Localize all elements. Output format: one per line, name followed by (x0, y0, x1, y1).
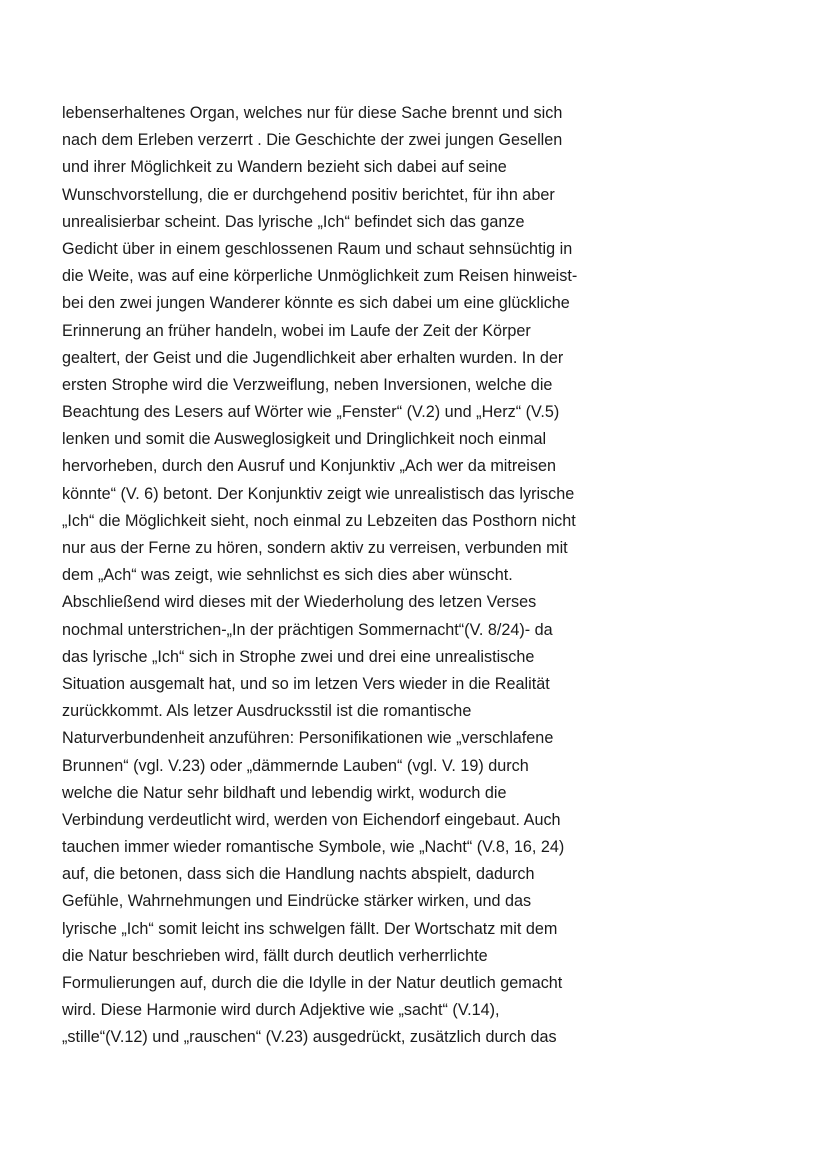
text-line: wird. Diese Harmonie wird durch Adjektive wie „sacht“ (V.14), (62, 1001, 500, 1020)
text-line: lebenserhaltenes Organ, welches nur für diese Sache brennt und sich (62, 104, 563, 122)
text-line: die Natur beschrieben wird, fällt durch deutlich verherrlichte (62, 946, 488, 965)
text-line: ersten Strophe wird die Verzweiflung, neben Inversionen, welche die (62, 375, 553, 394)
text-line: Wunschvorstellung, die er durchgehend positiv berichtet, für ihn aber (62, 185, 555, 204)
text-line: lyrische „Ich“ somit leicht ins schwelgen fällt. Der Wortschatz mit dem (62, 919, 558, 938)
text-line: nur aus der Ferne zu hören, sondern aktiv zu verreisen, verbunden mit (62, 539, 568, 557)
text-line: Formulierungen auf, durch die die Idylle in der Natur deutlich gemacht (62, 974, 563, 992)
text-line: gealtert, der Geist und die Jugendlichkeit aber erhalten wurden. In der (62, 348, 564, 367)
text-line: tauchen immer wieder romantische Symbole, wie „Nacht“ (V.8, 16, 24) (62, 838, 565, 857)
text-line: lenken und somit die Ausweglosigkeit und Dringlichkeit noch einmal (62, 430, 547, 449)
text-line: Gedicht über in einem geschlossenen Raum und schaut sehnsüchtig in (62, 239, 573, 258)
text-line: hervorheben, durch den Ausruf und Konjunktiv „Ach wer da mitreisen (62, 457, 556, 476)
text-line: Verbindung verdeutlicht wird, werden von Eichendorf eingebaut. Auch (62, 810, 561, 829)
text-line: welche die Natur sehr bildhaft und lebendig wirkt, wodurch die (62, 783, 507, 802)
text-line: „Ich“ die Möglichkeit sieht, noch einmal zu Lebzeiten das Posthorn nicht (62, 511, 576, 530)
text-line: und ihrer Möglichkeit zu Wandern bezieht sich dabei auf seine (62, 158, 507, 177)
text-line: bei den zwei jungen Wanderer könnte es sich dabei um eine glückliche (62, 294, 570, 313)
text-line: Situation ausgemalt hat, und so im letzen Vers wieder in die Realität (62, 674, 550, 693)
text-line: die Weite, was auf eine körperliche Unmöglichkeit zum Reisen hinweist- (62, 267, 578, 286)
text-line: auf, die betonen, dass sich die Handlung nachts abspielt, dadurch (62, 865, 535, 884)
text-line: unrealisierbar scheint. Das lyrische „Ich“ befindet sich das ganze (62, 212, 525, 231)
text-line: könnte“ (V. 6) betont. Der Konjunktiv zeigt wie unrealistisch das lyrische (62, 484, 575, 503)
body-text (62, 100, 662, 1052)
text-line: nach dem Erleben verzerrt . Die Geschichte der zwei jungen Gesellen (62, 131, 563, 150)
text-line: nochmal unterstrichen-„In der prächtigen Sommernacht“(V. 8/24)- da (62, 620, 553, 639)
text-line: dem „Ach“ was zeigt, wie sehnlichst es sich dies aber wünscht. (62, 566, 513, 585)
text-line: zurückkommt. Als letzer Ausdrucksstil ist die romantische (62, 702, 472, 721)
text-line: Erinnerung an früher handeln, wobei im Laufe der Zeit der Körper (62, 321, 531, 340)
text-line: Abschließend wird dieses mit der Wiederholung des letzen Verses (62, 593, 537, 612)
text-line: Beachtung des Lesers auf Wörter wie „Fenster“ (V.2) und „Herz“ (V.5) (62, 403, 560, 422)
text-line: Brunnen“ (vgl. V.23) oder „dämmernde Lauben“ (vgl. V. 19) durch (62, 756, 529, 775)
text-line: Naturverbundenheit anzuführen: Personifikationen wie „verschlafene (62, 729, 554, 748)
text-line: Gefühle, Wahrnehmungen und Eindrücke stärker wirken, und das (62, 892, 532, 911)
text-line: „stille“(V.12) und „rauschen“ (V.23) ausgedrückt, zusätzlich durch das (62, 1028, 557, 1047)
text-line: das lyrische „Ich“ sich in Strophe zwei und drei eine unrealistische (62, 647, 535, 666)
